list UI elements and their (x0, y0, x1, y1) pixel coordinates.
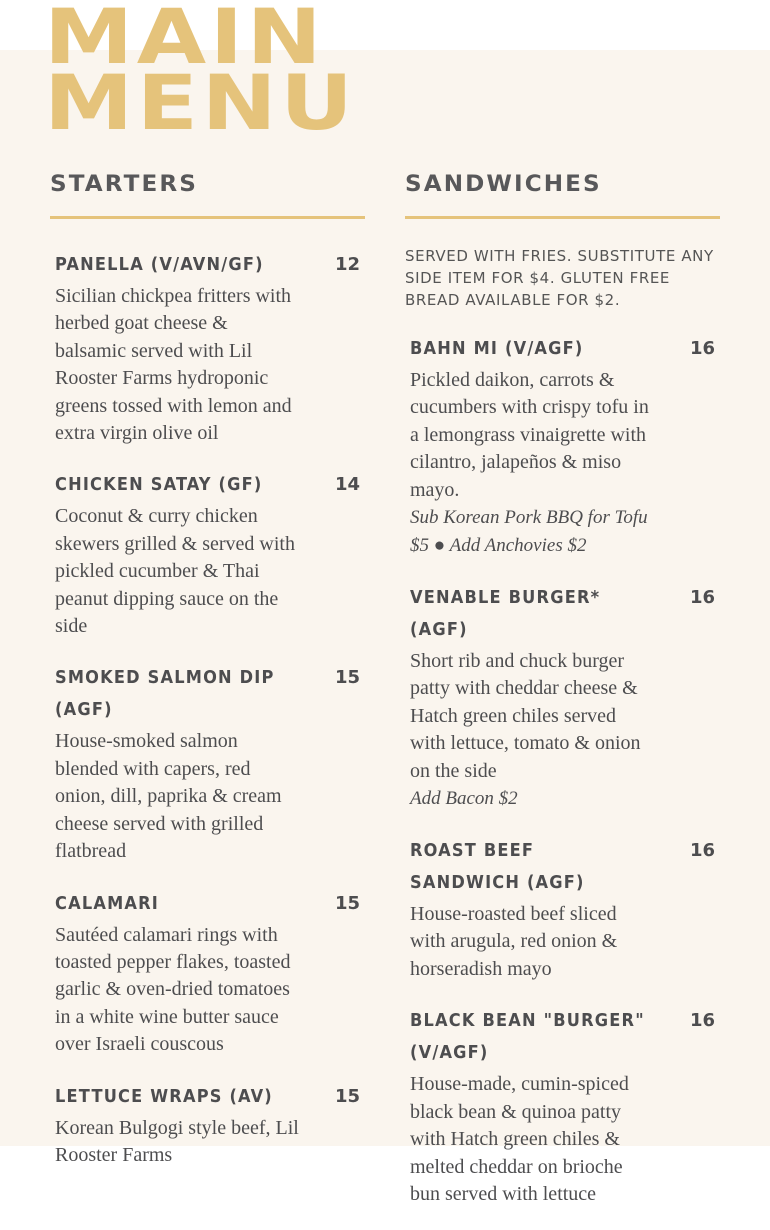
item-description: Short rib and chuck burger patty with cheddar cheese & Hatch green chiles served with lettuce, tomato & onion on the side (410, 650, 641, 782)
starters-list (50, 249, 365, 1169)
menu-item (55, 1081, 360, 1170)
item-description: Sicilian chickpea fritters with herbed goat cheese & balsamic served with Lil Rooster Farms hydroponic greens tossed with lemon and extra virgin olive oil (55, 285, 292, 445)
starters-heading: STARTERS (50, 172, 199, 197)
item-name: BLACK BEAN "BURGER" (V/AGF) (410, 1010, 645, 1064)
item-name: ROAST BEEF SANDWICH (AGF) (410, 840, 585, 894)
item-name: BAHN MI (V/AGF) (410, 338, 584, 359)
item-description: Pickled daikon, carrots & cucumbers with crispy tofu in a lemongrass vinaigrette with cilantro, jalapeños & miso mayo. (410, 369, 649, 501)
item-description: Korean Bulgogi style beef, Lil Rooster Farms (55, 1116, 299, 1166)
menu-title-line-1: MAIN (44, 0, 326, 81)
item-price: 15 (334, 1085, 360, 1107)
item-name: LETTUCE WRAPS (AV) (55, 1085, 273, 1107)
item-description: Coconut & curry chicken skewers grilled & served with pickled cucumber & Thai peanut dipping sauce on the side (55, 505, 295, 638)
menu-item (410, 333, 715, 560)
sandwiches-heading: SANDWICHES (405, 172, 602, 197)
menu-title-line-2: MENU (44, 58, 357, 147)
menu-item (55, 662, 360, 865)
item-price: 16 (689, 1010, 715, 1032)
item-add-on: Sub Korean Pork BBQ for Tofu $5 ● Add Anchovies $2 (410, 507, 648, 557)
item-description: Sautéed calamari rings with toasted pepper flakes, toasted garlic & oven-dried tomatoes in a white wine butter sauce over Israeli couscous (55, 923, 291, 1056)
item-name: PANELLA (V/AVN/GF) (55, 254, 264, 275)
item-description: House-roasted beef sliced with arugula, red onion & horseradish mayo (410, 903, 618, 980)
item-name: VENABLE BURGER* (AGF) (410, 587, 601, 641)
sandwiches-section (405, 170, 720, 1230)
item-name: CHICKEN SATAY (GF) (55, 474, 263, 496)
menu-item (55, 249, 360, 447)
menu-item (55, 888, 360, 1059)
item-add-on: Add Bacon $2 (410, 788, 518, 810)
item-price: 12 (334, 254, 360, 275)
item-name: CALAMARI (55, 892, 160, 914)
sandwiches-divider (405, 216, 720, 219)
item-price: 16 (689, 840, 715, 862)
item-price: 15 (334, 667, 360, 689)
starters-divider (50, 216, 365, 219)
item-price: 14 (334, 474, 360, 496)
item-price: 15 (334, 892, 360, 914)
menu-item (410, 582, 715, 813)
menu-item (410, 1005, 715, 1208)
starters-section (50, 170, 365, 1191)
menu-item (55, 469, 360, 640)
item-price: 16 (689, 338, 715, 359)
sandwiches-list (405, 333, 720, 1208)
item-price: 16 (689, 587, 715, 609)
item-description: House-smoked salmon blended with capers, red onion, dill, paprika & cream cheese served with grilled flatbread (55, 730, 282, 863)
sandwiches-note: SERVED WITH FRIES. SUBSTITUTE ANY SIDE ITEM FOR $4. GLUTEN FREE BREAD AVAILABLE FOR $2. (405, 247, 714, 309)
menu-title (44, 0, 357, 147)
menu-item (410, 835, 715, 983)
item-name: SMOKED SALMON DIP (AGF) (55, 667, 275, 721)
item-description: House-made, cumin-spiced black bean & quinoa patty with Hatch green chiles & melted cheddar on brioche bun served with lettuce (410, 1073, 629, 1205)
